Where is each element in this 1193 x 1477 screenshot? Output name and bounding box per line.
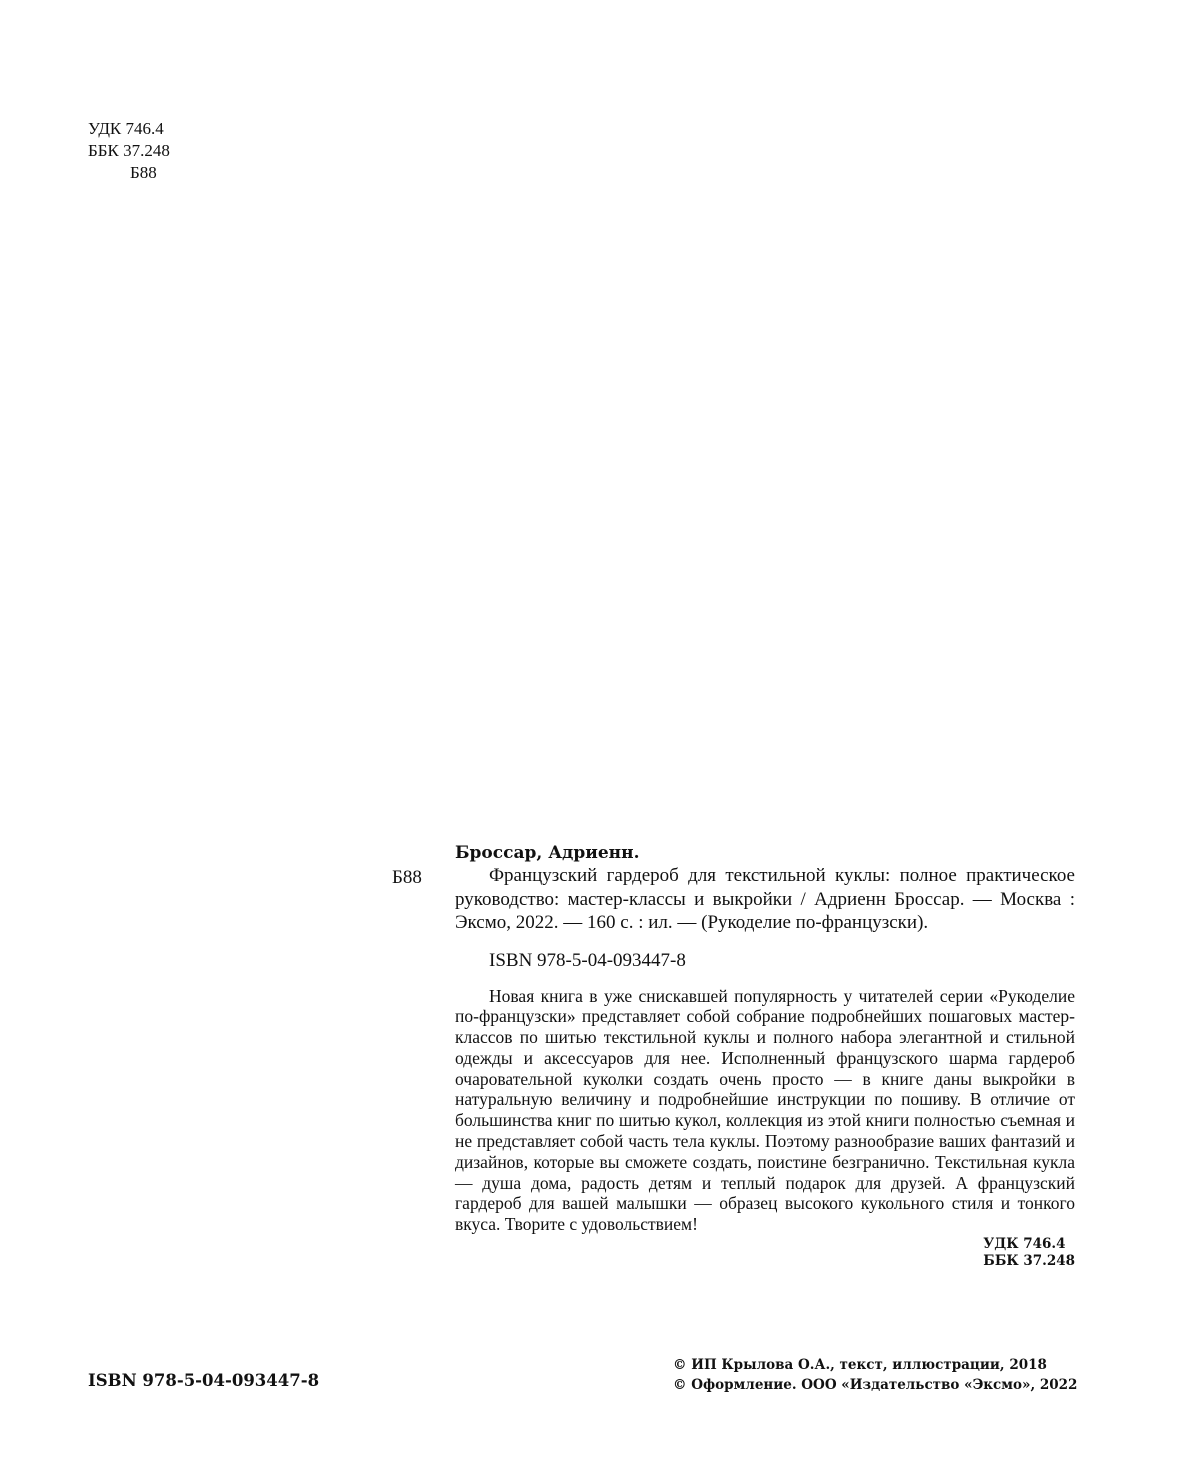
isbn-footer: ISBN 978-5-04-093447-8 xyxy=(88,1371,320,1390)
bbk-code: ББК 37.248 xyxy=(88,141,170,160)
copyright-block xyxy=(673,1355,1077,1395)
bibliographic-record xyxy=(455,842,1075,1270)
author-mark-code: Б88 xyxy=(130,163,157,182)
author-name: Броссар, Адриенн. xyxy=(455,843,640,863)
abstract-paragraph: Новая книга в уже снискавшей популярность у читателей серии «Рукоделие по-французски» представляет собой собрание подробнейших пошаговых мастер-классов по шитью текстильной куклы и полного набора элегантной и стильной одежды и аксессуаров для нее. Исполненный французского шарма гардероб очаровательной куколки создать очень просто — в книге даны выкройки в натуральную величину и подробнейшие инструкции по пошиву. В отличие от большинства книг по шитью кукол, коллекция из этой книги полностью съемная и не представляет собой часть тела куклы. Поэтому разнообразие ваших фантазий и дизайнов, которые вы сможете создать, поистине безгранично. Текстильная кукла — душа дома, радость детям и теплый подарок для друзей. А французский гардероб для вашей малышки — образец высокого кукольного стиля и тонкого вкуса. Творите с удовольствием! xyxy=(455,985,1075,1235)
classification-codes-top xyxy=(88,118,170,184)
isbn-line: ISBN 978-5-04-093447-8 xyxy=(489,949,686,971)
author-mark: Б88 xyxy=(392,867,422,888)
bbk-code-bold: ББК 37.248 xyxy=(983,1253,1075,1270)
udk-code-bold: УДК 746.4 xyxy=(983,1236,1066,1253)
title-description: Французский гардероб для текстильной куклы: полное практическое руководство: мастер-классы и выкройки / Адриенн Броссар. — Москва : Эксмо, 2022. — 160 с. : ил. — (Рукоделие по-французски). xyxy=(455,865,1075,933)
copyright-text-line: © ИП Крылова О.А., текст, иллюстрации, 2018 xyxy=(673,1357,1047,1373)
classification-codes-right xyxy=(455,1236,1075,1270)
udk-code: УДК 746.4 xyxy=(88,119,164,138)
copyright-design-line: © Оформление. ООО «Издательство «Эксмо», 2022 xyxy=(673,1377,1078,1393)
